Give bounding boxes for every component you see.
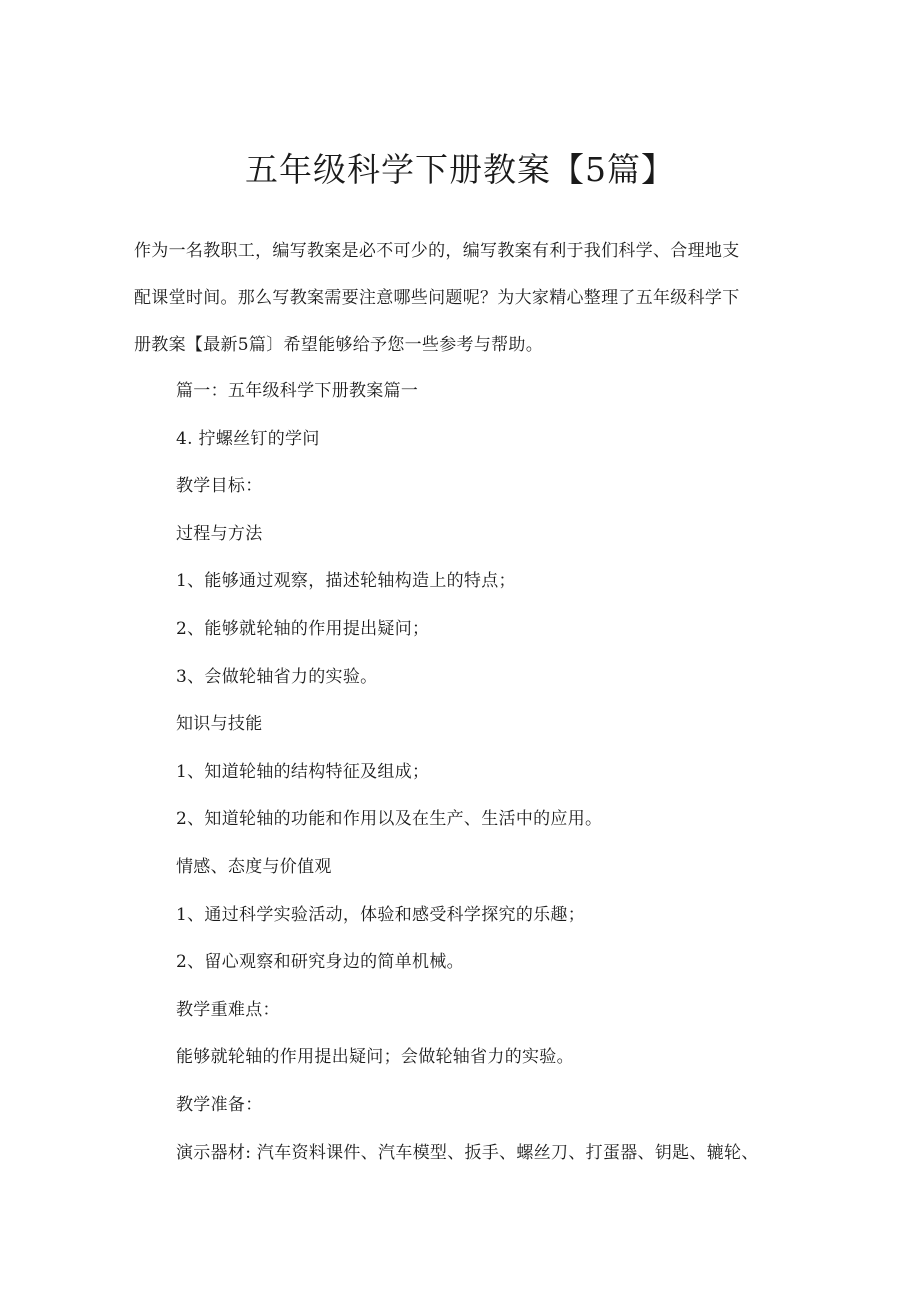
section-heading: 篇一：五年级科学下册教案篇一: [176, 381, 419, 401]
lesson-content: [176, 373, 816, 1182]
subheading: 过程与方法: [176, 523, 263, 544]
lesson-title: 4. 拧螺丝钉的学问: [176, 428, 320, 449]
list-item: 2、留心观察和研究身边的简单机械。: [176, 952, 464, 973]
subheading: 知识与技能: [176, 714, 263, 735]
list-item: 1、能够通过观察，描述轮轴构造上的特点；: [176, 571, 516, 592]
list-item: 1、通过科学实验活动，体验和感受科学探究的乐趣；: [176, 904, 586, 925]
intro-paragraph: [134, 228, 814, 369]
list-item: 2、知道轮轴的功能和作用以及在生产、生活中的应用。: [176, 809, 603, 830]
subheading: 情感、态度与价值观: [176, 856, 332, 877]
list-item: 1、知道轮轴的结构特征及组成；: [176, 761, 430, 782]
preparation-heading: 教学准备：: [176, 1094, 263, 1115]
objectives-heading: 教学目标：: [176, 476, 263, 497]
intro-line: 作为一名教职工，编写教案是必不可少的，编写教案有利于我们科学、合理地支: [134, 241, 740, 261]
intro-line: 册教案【最新5篇〕希望能够给予您一些参考与帮助。: [134, 335, 544, 355]
key-points-heading: 教学重难点：: [176, 999, 280, 1020]
list-item: 3、会做轮轴省力的实验。: [176, 666, 378, 687]
document-title: 五年级科学下册教案【5篇】: [245, 150, 675, 189]
list-item: 2、能够就轮轴的作用提出疑问；: [176, 618, 430, 639]
paragraph-line: 演示器材: 汽车资料课件、汽车模型、扳手、螺丝刀、打蛋器、钥匙、辘轮、: [176, 1142, 759, 1163]
intro-line: 配课堂时间。那么写教案需要注意哪些问题呢？为大家精心整理了五年级科学下: [134, 288, 740, 308]
paragraph-line: 能够就轮轴的作用提出疑问；会做轮轴省力的实验。: [176, 1047, 574, 1068]
